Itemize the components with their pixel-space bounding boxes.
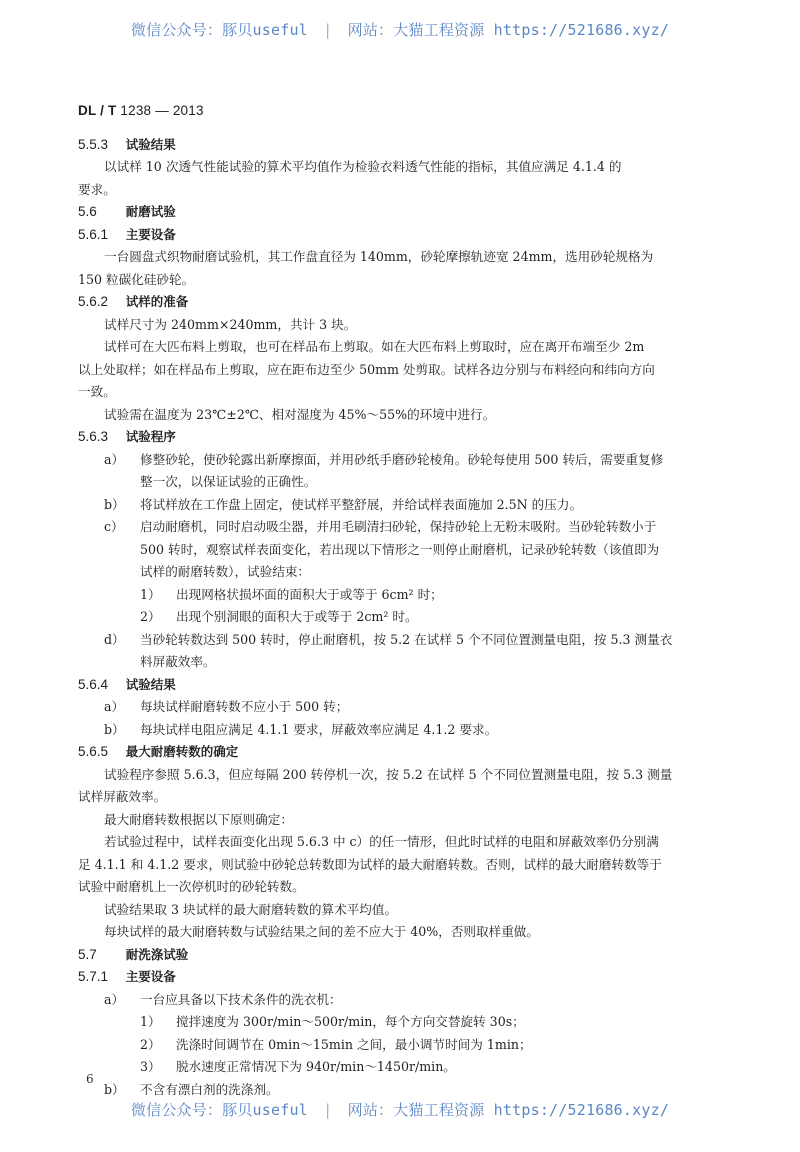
standard-code bbox=[78, 104, 720, 118]
section-title: 试验结果 bbox=[125, 676, 176, 692]
list-item-text: 脱水速度正常情况下为 940r/min～1450r/min。 bbox=[176, 1059, 456, 1074]
section-title: 耐洗涤试验 bbox=[125, 946, 189, 962]
paragraph-line: 一台圆盘式织物耐磨试验机，其工作盘直径为 140mm，砂轮摩擦轨迹宽 24mm，选用砂轮规格为 bbox=[104, 249, 654, 264]
page-number: 6 bbox=[86, 1072, 94, 1086]
list-item-continuation: 500 转时，观察试样表面变化，若出现以下情形之一则停止耐磨机，记录砂轮转数（该值即为 bbox=[140, 541, 660, 557]
paragraph-line: 试样屏蔽效率。 bbox=[78, 789, 167, 804]
paragraph-line: 150 粒碳化硅砂轮。 bbox=[78, 271, 195, 287]
paragraph-line: 试样可在大匹布料上剪取，也可在样品布上剪取。如在大匹布料上剪取时，应在离开布端至少 2m bbox=[104, 339, 645, 354]
list-item-label: 3） bbox=[140, 1059, 161, 1074]
list-item-label: c） bbox=[104, 519, 124, 534]
section-heading-5-6-2 bbox=[78, 291, 720, 314]
list-item-text: 洗涤时间调节在 0min～15min 之间，最小调节时间为 1min； bbox=[176, 1036, 532, 1052]
section-title: 耐磨试验 bbox=[125, 204, 176, 219]
list-item-text: 出现个别洞眼的面积大于或等于 2cm² 时。 bbox=[176, 609, 418, 624]
paragraph-line: 试验程序参照 5.6.3，但应每隔 200 转停机一次，按 5.2 在试样 5 个不同位置测量电阻，按 5.3 测量 bbox=[104, 766, 673, 782]
list-item-label: a） bbox=[104, 991, 125, 1007]
list-item-label: a） bbox=[104, 451, 125, 467]
paragraph-line: 以上处取样；如在样品布上剪取，应在距布边至少 50mm 处剪取。试样各边分别与布料经向和纬向方向 bbox=[78, 361, 655, 377]
list-item-text: 出现网格状损坏面的面积大于或等于 6cm² 时； bbox=[176, 586, 443, 602]
watermark-wechat-name: useful bbox=[252, 21, 308, 39]
watermark-site-label: 网站：大猫工程资源 bbox=[347, 1101, 485, 1119]
standard-number: 1238 — 2013 bbox=[120, 103, 204, 118]
section-heading-5-6-1 bbox=[78, 224, 720, 247]
list-item-text: 每块试样耐磨转数不应小于 500 转； bbox=[140, 699, 349, 714]
list-item-label: 1） bbox=[140, 586, 161, 602]
list-item bbox=[78, 629, 720, 652]
section-title: 主要设备 bbox=[125, 226, 176, 242]
paragraph-line: 试验结果取 3 块试样的最大耐磨转数的算术平均值。 bbox=[104, 901, 398, 917]
section-title: 试验程序 bbox=[125, 429, 176, 444]
watermark-separator: | bbox=[323, 21, 333, 39]
paragraph-line: 要求。 bbox=[78, 181, 116, 197]
section-number: 5.6.5 bbox=[78, 744, 109, 759]
list-item-continuation: 试样的耐磨转数），试验结束： bbox=[140, 564, 311, 579]
paragraph-line: 以试样 10 次透气性能试验的算术平均值作为检验衣料透气性能的指标，其值应满足 4.1.4 的 bbox=[104, 159, 622, 174]
standard-prefix: DL / T bbox=[78, 103, 117, 118]
watermark-bottom bbox=[0, 1099, 800, 1120]
list-item bbox=[78, 516, 720, 539]
section-heading-5-6-5 bbox=[78, 741, 720, 764]
section-heading-5-7-1 bbox=[78, 966, 720, 989]
list-item-label: b） bbox=[104, 1081, 125, 1097]
sub-list-item bbox=[78, 1056, 720, 1079]
list-item bbox=[78, 449, 720, 472]
list-item-text: 启动耐磨机，同时启动吸尘器，并用毛刷清扫砂轮，保持砂轮上无粉末吸附。当砂轮转数小于 bbox=[140, 519, 657, 534]
section-number: 5.7 bbox=[78, 946, 97, 962]
list-item-text: 搅拌速度为 300r/min～500r/min，每个方向交替旋转 30s； bbox=[176, 1014, 525, 1029]
list-item-label: a） bbox=[104, 699, 125, 714]
watermark-wechat-label: 微信公众号：豚贝 bbox=[130, 1101, 253, 1119]
list-item-continuation: 整一次，以保证试验的正确性。 bbox=[140, 474, 317, 489]
section-number: 5.6.2 bbox=[78, 294, 109, 309]
section-heading-5-7 bbox=[78, 944, 720, 967]
paragraph-line: 试样尺寸为 240mm×240mm，共计 3 块。 bbox=[104, 316, 357, 332]
watermark-top bbox=[0, 19, 800, 40]
paragraph-line: 若试验过程中，试样表面变化出现 5.6.3 中 c）的任一情形，但此时试样的电阻和屏蔽效率仍分别满 bbox=[104, 834, 659, 849]
section-heading-5-6-3 bbox=[78, 426, 720, 449]
section-number: 5.6.3 bbox=[78, 429, 109, 444]
paragraph-line: 每块试样的最大耐磨转数与试验结果之间的差不应大于 40%，否则取样重做。 bbox=[104, 924, 539, 939]
list-item-label: 2） bbox=[140, 609, 161, 624]
section-heading-5-6 bbox=[78, 201, 720, 224]
section-heading-5-5-3 bbox=[78, 134, 720, 157]
list-item-label: b） bbox=[104, 721, 125, 737]
sub-list-item bbox=[78, 1034, 720, 1057]
watermark-site-label: 网站：大猫工程资源 bbox=[347, 21, 485, 39]
section-title: 最大耐磨转数的确定 bbox=[125, 744, 239, 759]
paragraph-line: 试验中耐磨机上一次停机时的砂轮转数。 bbox=[78, 879, 305, 894]
list-item-label: b） bbox=[104, 496, 125, 512]
list-item-continuation: 料屏蔽效率。 bbox=[140, 654, 216, 669]
section-number: 5.6 bbox=[78, 204, 97, 219]
sub-list-item bbox=[78, 606, 720, 629]
paragraph-line: 一致。 bbox=[78, 384, 116, 399]
list-item-text: 当砂轮转数达到 500 转时，停止耐磨机，按 5.2 在试样 5 个不同位置测量电阻，按 5.3 测量衣 bbox=[140, 631, 673, 647]
sub-list-item bbox=[78, 1011, 720, 1034]
list-item bbox=[78, 696, 720, 719]
watermark-wechat-label: 微信公众号：豚贝 bbox=[130, 21, 253, 39]
list-item-label: d） bbox=[104, 631, 125, 647]
list-item-label: 2） bbox=[140, 1036, 161, 1052]
list-item-text: 每块试样电阻应满足 4.1.1 要求，屏蔽效率应满足 4.1.2 要求。 bbox=[140, 721, 498, 737]
list-item-text: 一台应具备以下技术条件的洗衣机： bbox=[140, 991, 342, 1007]
list-item bbox=[78, 719, 720, 742]
section-number: 5.6.1 bbox=[78, 226, 109, 242]
list-item bbox=[78, 1079, 720, 1102]
list-item-text: 将试样放在工作盘上固定，使试样平整舒展，并给试样表面施加 2.5N 的压力。 bbox=[140, 496, 583, 512]
sub-list-item bbox=[78, 584, 720, 607]
watermark-url[interactable]: https://521686.xyz/ bbox=[493, 1101, 670, 1119]
watermark-url[interactable]: https://521686.xyz/ bbox=[493, 21, 670, 39]
section-title: 主要设备 bbox=[125, 969, 176, 984]
section-number: 5.7.1 bbox=[78, 969, 109, 984]
section-number: 5.5.3 bbox=[78, 136, 109, 152]
section-title: 试样的准备 bbox=[125, 294, 189, 309]
paragraph-line: 足 4.1.1 和 4.1.2 要求，则试验中砂轮总转数即为试样的最大耐磨转数。否则，试样的最大耐磨转数等于 bbox=[78, 856, 662, 872]
list-item bbox=[78, 989, 720, 1012]
list-item-text: 修整砂轮，使砂轮露出新摩擦面，并用砂纸手磨砂轮棱角。砂轮每使用 500 转后，需要重复修 bbox=[140, 451, 664, 467]
list-item bbox=[78, 494, 720, 517]
section-number: 5.6.4 bbox=[78, 676, 109, 692]
section-heading-5-6-4 bbox=[78, 674, 720, 697]
document-page bbox=[78, 104, 720, 1101]
paragraph-line: 最大耐磨转数根据以下原则确定： bbox=[104, 811, 293, 827]
list-item-label: 1） bbox=[140, 1014, 161, 1029]
section-title: 试验结果 bbox=[125, 136, 176, 152]
paragraph-line: 试验需在温度为 23℃±2℃、相对湿度为 45%～55%的环境中进行。 bbox=[104, 406, 496, 422]
watermark-separator: | bbox=[323, 1101, 333, 1119]
watermark-wechat-name: useful bbox=[252, 1101, 308, 1119]
list-item-text: 不含有漂白剂的洗涤剂。 bbox=[140, 1081, 279, 1097]
